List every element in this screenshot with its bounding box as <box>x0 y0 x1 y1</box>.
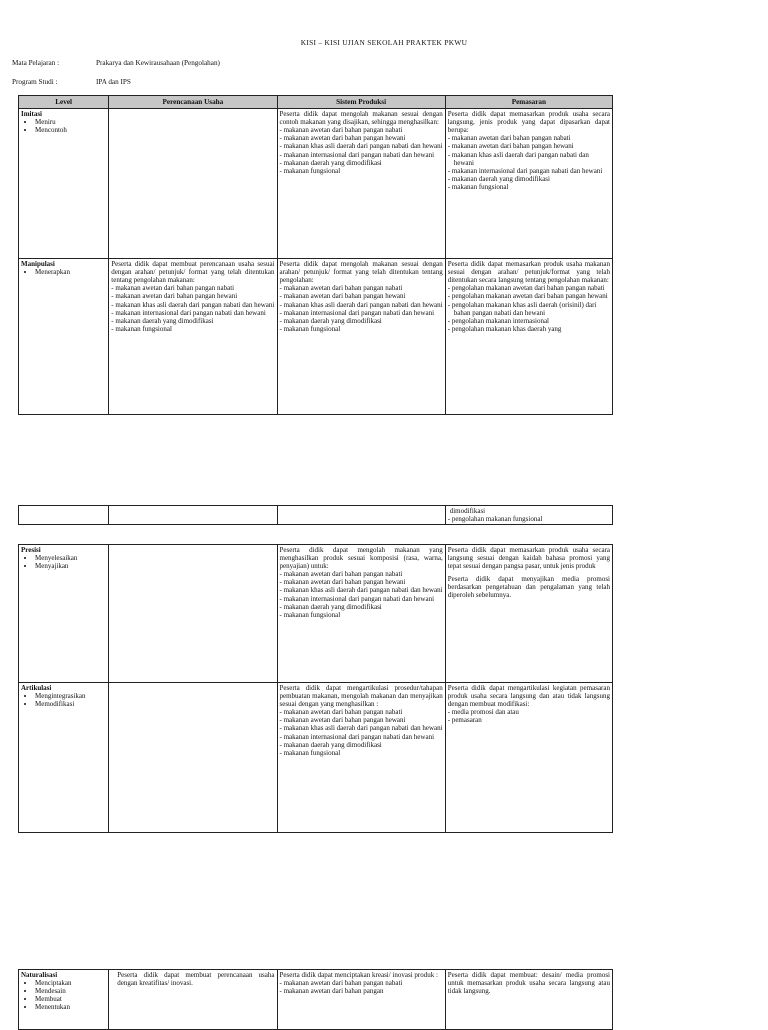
list-item: - makanan fungsional <box>279 324 341 333</box>
list-item: - media promosi dan atau <box>447 708 519 717</box>
list-item: - makanan khas asli daerah dari pangan nabati dan hewani <box>447 150 589 167</box>
bullet-item: • Mengintegrasikan <box>35 692 106 700</box>
list-item: - makanan khas asli daerah dari pangan nabati dan hewani <box>279 586 443 595</box>
plan-cell <box>109 970 277 1030</box>
list-item: - pengolahan makanan awetan dari bahan pangan hewani <box>447 292 608 301</box>
list-item: - pengolahan makanan awetan dari bahan pangan nabati <box>447 284 605 293</box>
level-bullets <box>21 692 106 708</box>
mkt-paragraph: Peserta didik dapat menyajikan media promosi berdasarkan pengetahuan dan pengalaman yang telah diperoleh sebelumnya. <box>447 575 610 600</box>
list-item: - pengolahan makanan fungsional <box>447 515 543 524</box>
kisi-table-3 <box>18 544 613 833</box>
mkt-cell <box>445 545 612 683</box>
document-title: KISI – KISI UJIAN SEKOLAH PRAKTEK PKWU <box>300 38 468 47</box>
bullet-item: • Menerapkan <box>35 268 106 276</box>
level-title: Naturalisasi <box>21 971 58 979</box>
bullet-item: • Meniru <box>35 118 106 126</box>
level-title: Manipulasi <box>21 260 55 269</box>
list-item: - makanan fungsional <box>447 182 509 191</box>
list-item: - makanan daerah yang dimodifikasi <box>279 316 382 325</box>
list-item: - makanan fungsional <box>279 610 341 619</box>
mkt-cell <box>445 506 612 525</box>
list-item: - makanan awetan dari bahan pangan nabati <box>279 570 403 579</box>
prod-intro: Peserta didik dapat mengartikulasi prosedur/tahapan pembuatan makanan, mengolah makanan dan menyajikan sesuai dengan yang menghasilkan : <box>279 684 443 709</box>
meta-label: Program Studi : <box>12 78 58 86</box>
prod-cell <box>277 545 445 683</box>
bullet-item: • Mendesain <box>35 987 106 995</box>
prod-cell <box>277 506 445 525</box>
bullet-item: • Menyajikan <box>35 562 106 570</box>
kisi-table-4 <box>18 969 613 1030</box>
table-header-row <box>19 96 613 109</box>
level-title: Artikulasi <box>21 684 52 692</box>
list-item: - makanan awetan dari bahan pangan hewani <box>447 142 574 151</box>
prod-cell <box>277 109 445 259</box>
level-cell <box>19 683 109 833</box>
plan-intro: Peserta didik dapat membuat perencanaan usaha dengan kreatifitas/ inovasi. <box>117 971 275 988</box>
list-item: - makanan daerah yang dimodifikasi <box>279 740 382 749</box>
level-bullets <box>21 554 106 570</box>
plan-cell <box>109 109 277 259</box>
table-row-continuation <box>19 506 613 525</box>
list-item: - makanan internasional dari pangan nabati dan hewani <box>447 166 603 175</box>
bullet-item: • Mencontoh <box>35 126 106 134</box>
meta-value: IPA dan IPS <box>96 78 131 86</box>
mkt-cell <box>445 683 612 833</box>
list-item: - makanan khas asli daerah dari pangan nabati dan hewani <box>279 142 443 151</box>
list-item: - makanan internasional dari pangan nabati dan hewani <box>279 594 435 603</box>
mkt-intro: Peserta didik dapat mengartikulasi kegiatan pemasaran produk usaha secara langsung dan atau tidak langsung dengan membuat modifikasi: <box>447 684 610 709</box>
plan-cell <box>109 683 277 833</box>
list-item: - makanan internasional dari pangan nabati dan hewani <box>111 308 266 317</box>
list-item: - makanan awetan dari bahan pangan nabati <box>279 979 403 988</box>
level-cell <box>19 545 109 683</box>
list-item: - pengolahan makanan khas asli daerah (orisinil) dari bahan pangan nabati dan hewani <box>447 300 597 317</box>
list-item: - pengolahan makanan internasional <box>447 316 550 325</box>
prod-intro: Peserta didik dapat mengolah makanan sesuai dengan contoh makanan yang disajikan, sehingga menghasilkan: <box>279 110 443 127</box>
plan-cell <box>109 259 277 415</box>
mkt-paragraph: Peserta didik dapat memasarkan produk usaha secara langsung sesuai dengan kaidah bahasa promosi yang tepat sesuai dengan pangsa pasar, untuk jenis produk <box>447 546 610 571</box>
header-level: Level <box>19 96 109 109</box>
level-cell <box>19 506 109 525</box>
list-item: - makanan daerah yang dimodifikasi <box>447 174 550 183</box>
bullet-item: • Menyelesaikan <box>35 554 106 562</box>
header-produksi: Sistem Produksi <box>277 96 445 109</box>
table-row-artikulasi <box>19 683 613 833</box>
level-bullets <box>21 118 106 134</box>
list-item: - makanan fungsional <box>111 324 172 333</box>
list-item: - makanan internasional dari pangan nabati dan hewani <box>279 150 435 159</box>
mkt-intro: Peserta didik dapat memasarkan produk usaha makanan sesuai dengan arahan/ petunjuk/format yang telah ditentukan secara langsung tentang pengolahan makanan: <box>447 260 610 285</box>
table-row-manipulasi <box>19 259 613 415</box>
list-item: - makanan awetan dari bahan pangan nabati <box>111 284 235 293</box>
mkt-cell <box>445 970 612 1030</box>
bullet-item: • Memodifikasi <box>35 700 106 708</box>
list-item: - makanan awetan dari bahan pangan nabati <box>279 284 403 293</box>
list-item: - makanan awetan dari bahan pangan hewani <box>279 578 406 587</box>
prod-cell <box>277 259 445 415</box>
plan-intro: Peserta didik dapat membuat perencanaan usaha sesuai dengan arahan/ petunjuk/ format yang telah ditentukan tentang pengolahan makanan: <box>111 260 275 285</box>
list-item: - makanan awetan dari bahan pangan hewani <box>111 292 238 301</box>
prod-intro: Peserta didik dapat mengolah makanan sesuai dengan arahan/ petunjuk/ format yang telah ditentukan tentang pengolahan: <box>279 260 443 285</box>
list-item: - makanan khas asli daerah dari pangan nabati dan hewani <box>279 724 443 733</box>
list-item: - makanan daerah yang dimodifikasi <box>279 602 382 611</box>
mkt-intro: Peserta didik dapat membuat: desain/ media promosi untuk memasarkan produk usaha secara langsung atau tidak langsung. <box>447 971 610 996</box>
header-perencanaan: Perencanaan Usaha <box>109 96 277 109</box>
list-item: - makanan awetan dari bahan pangan hewani <box>279 134 406 143</box>
header-pemasaran: Pemasaran <box>445 96 612 109</box>
list-item: - makanan khas asli daerah dari pangan nabati dan hewani <box>279 300 443 309</box>
mkt-cell <box>445 259 612 415</box>
prod-intro: Peserta didik dapat mengolah makanan yang menghasilkan produk sesuai komposisi (rasa, warna, penyajian) untuk: <box>279 546 443 571</box>
plan-cell <box>109 506 277 525</box>
level-cell <box>19 109 109 259</box>
list-item: - makanan awetan dari bahan pangan hewani <box>279 716 406 725</box>
list-item: - makanan awetan dari bahan pangan hewani <box>279 292 406 301</box>
list-item: - makanan awetan dari bahan pangan nabati <box>279 126 403 135</box>
bullet-item: • Menentukan <box>35 1003 106 1011</box>
list-item: - pengolahan makanan khas daerah yang <box>447 324 562 333</box>
bullet-item: • Membuat <box>35 995 106 1003</box>
meta-label: Mata Pelajaran : <box>12 59 60 67</box>
table-row-naturalisasi <box>19 970 613 1030</box>
list-item: - makanan awetan dari bahan pangan <box>279 987 384 996</box>
mkt-intro: Peserta didik dapat memasarkan produk usaha secara langsung, jenis produk yang dapat dipasarkan dapat berupa: <box>447 110 610 135</box>
list-item: dimodifikasi <box>449 507 486 515</box>
mkt-cell <box>445 109 612 259</box>
list-item: - makanan fungsional <box>279 166 341 175</box>
meta-value: Prakarya dan Kewirausahaan (Pengolahan) <box>96 59 220 67</box>
prod-intro: Peserta didik dapat menciptakan kreasi/ inovasi produk : <box>279 971 438 979</box>
table-row-presisi <box>19 545 613 683</box>
kisi-table-2 <box>18 505 613 525</box>
level-bullets <box>21 268 106 276</box>
list-item: - makanan daerah yang dimodifikasi <box>111 316 214 325</box>
level-title: Presisi <box>21 546 41 554</box>
prod-cell <box>277 683 445 833</box>
prod-cell <box>277 970 445 1030</box>
list-item: - makanan daerah yang dimodifikasi <box>279 158 382 167</box>
list-item: - makanan khas asli daerah dari pangan nabati dan hewani <box>111 300 275 309</box>
plan-cell <box>109 545 277 683</box>
list-item: - makanan awetan dari bahan pangan nabati <box>279 708 403 717</box>
list-item: - makanan fungsional <box>279 748 341 757</box>
list-item: - makanan awetan dari bahan pangan nabati <box>447 134 571 143</box>
list-item: - makanan internasional dari pangan nabati dan hewani <box>279 732 435 741</box>
bullet-item: • Menciptakan <box>35 979 106 987</box>
level-title: Imitasi <box>21 110 42 119</box>
level-cell <box>19 970 109 1030</box>
table-row-imitasi <box>19 109 613 259</box>
level-cell <box>19 259 109 415</box>
level-bullets <box>21 979 106 1011</box>
list-item: - pemasaran <box>447 716 482 725</box>
kisi-table-1 <box>18 95 613 415</box>
list-item: - makanan internasional dari pangan nabati dan hewani <box>279 308 435 317</box>
